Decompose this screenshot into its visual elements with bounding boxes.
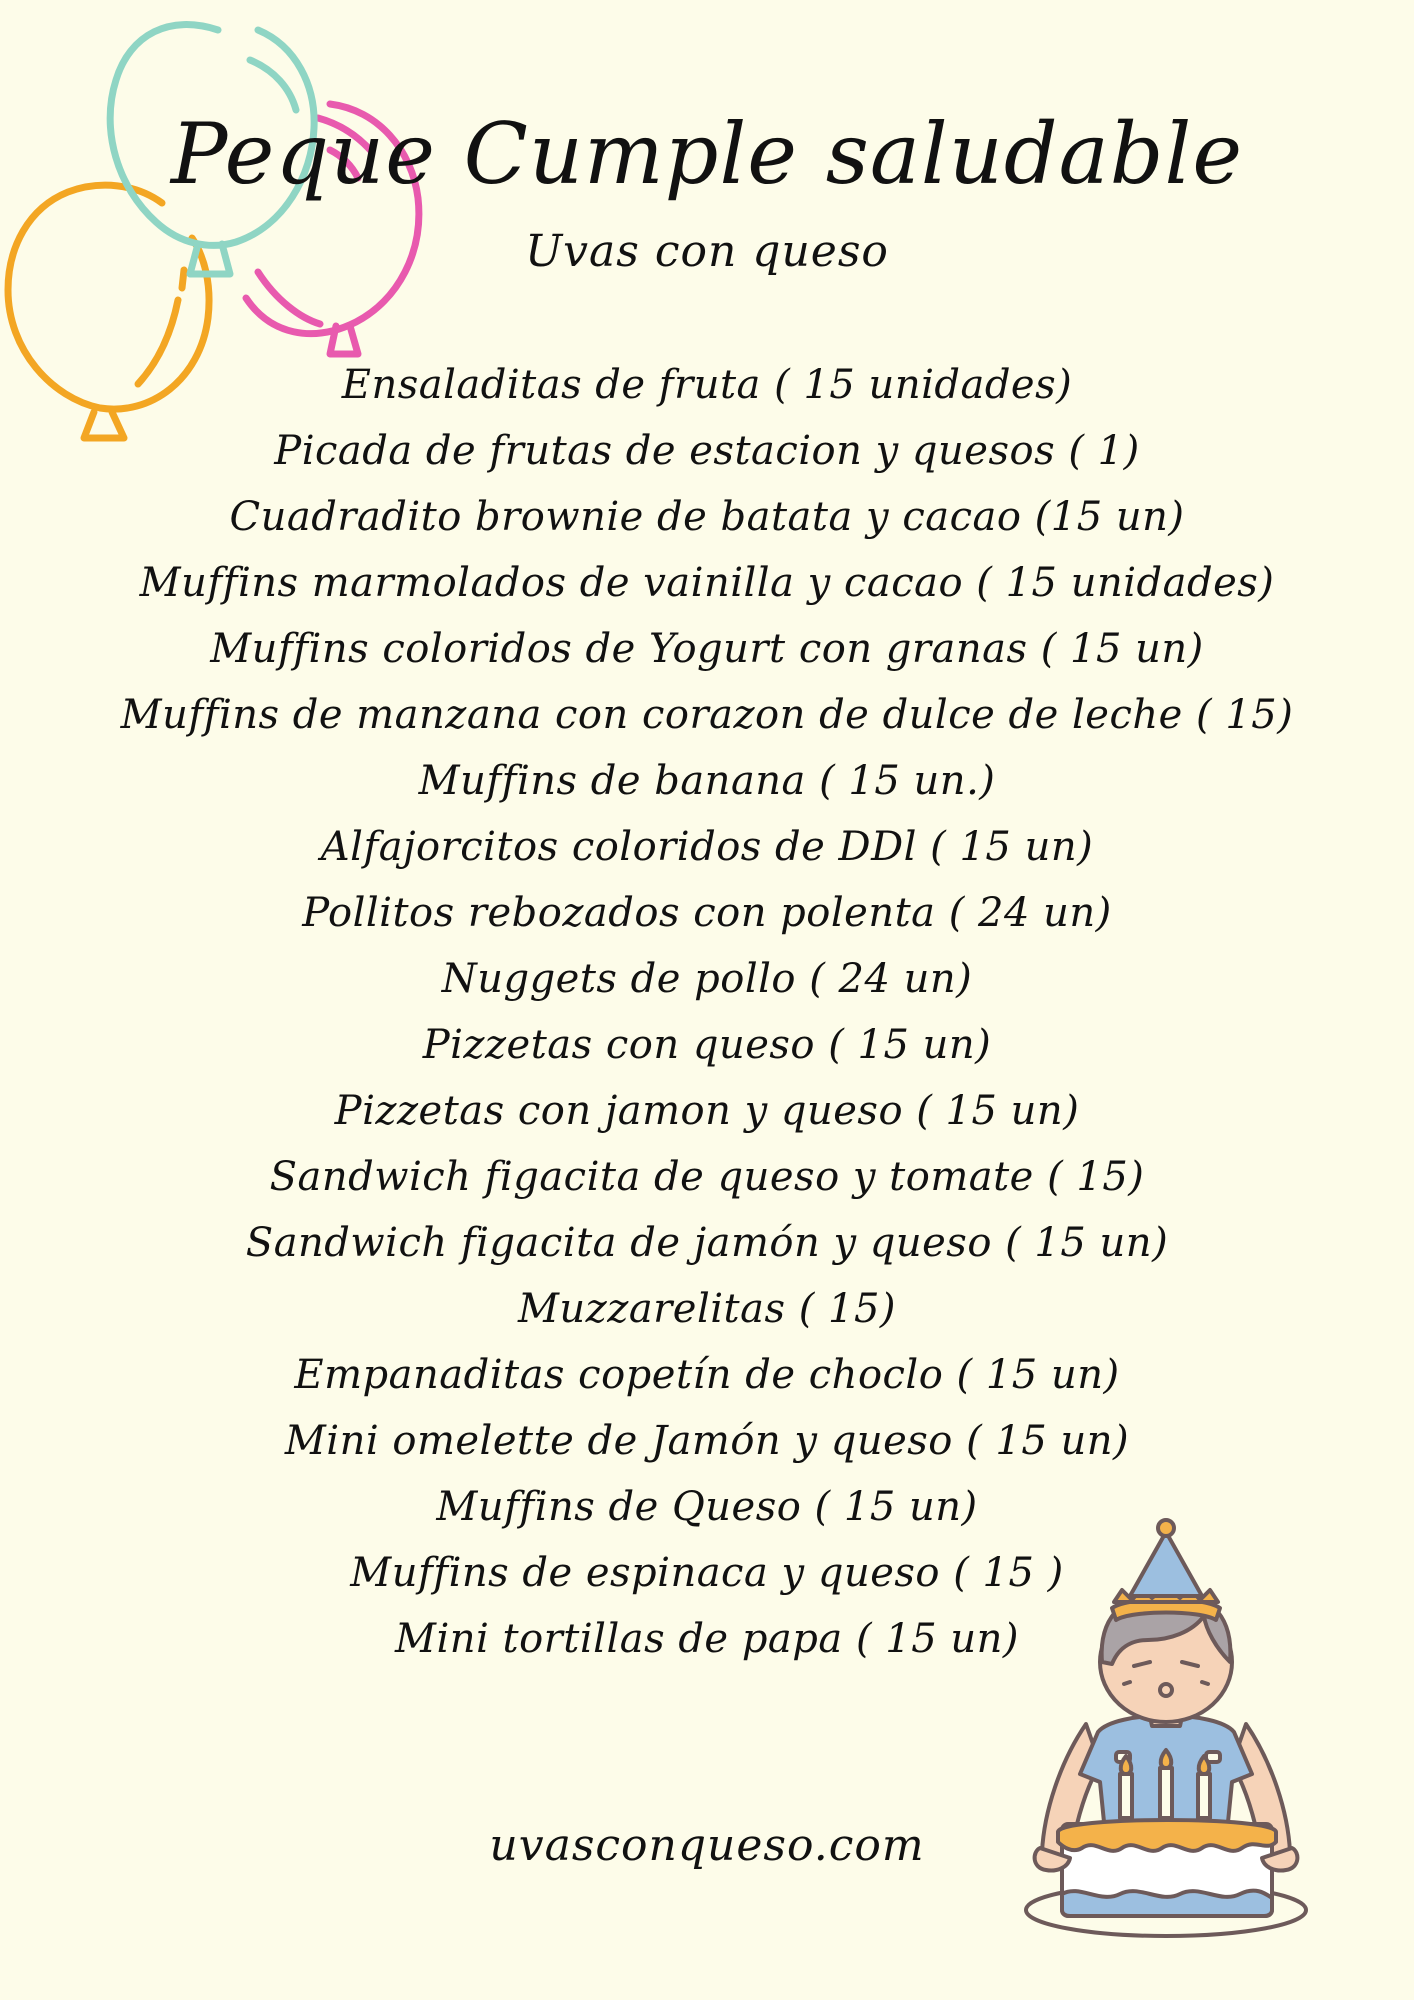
menu-item: Mini omelette de Jamón y queso ( 15 un): [284, 1418, 1130, 1464]
page-title: Peque Cumple saludable: [170, 105, 1244, 203]
menu-item: Nuggets de pollo ( 24 un): [441, 956, 973, 1002]
menu-item: Muzzarelitas ( 15): [517, 1286, 897, 1332]
menu-item: Pollitos rebozados con polenta ( 24 un): [302, 890, 1112, 936]
menu-item: Pizzetas con jamon y queso ( 15 un): [334, 1088, 1080, 1134]
menu-item: Picada de frutas de estacion y quesos ( 1): [274, 428, 1140, 474]
menu-item: Muffins marmolados de vainilla y cacao ( 15 unidades): [139, 560, 1275, 606]
page-subtitle: Uvas con queso: [525, 226, 889, 277]
menu-item: Ensaladitas de fruta ( 15 unidades): [341, 362, 1073, 408]
menu-item: Pizzetas con queso ( 15 un): [422, 1022, 992, 1068]
menu-item: Muffins de Queso ( 15 un): [436, 1484, 978, 1530]
website-link[interactable]: uvasconqueso.com: [489, 1820, 925, 1871]
menu-item: Cuadradito brownie de batata y cacao (15 un): [229, 494, 1185, 540]
menu-item: Empanaditas copetín de choclo ( 15 un): [294, 1352, 1120, 1398]
menu-item: Alfajorcitos coloridos de DDl ( 15 un): [320, 824, 1094, 870]
menu-item: Mini tortillas de papa ( 15 un): [394, 1616, 1019, 1662]
menu-item: Muffins de espinaca y queso ( 15 ): [350, 1550, 1064, 1596]
menu-item: Sandwich figacita de queso y tomate ( 15): [269, 1154, 1145, 1200]
birthday-kid-with-cake-icon: [1020, 1512, 1320, 1944]
menu-item: Muffins coloridos de Yogurt con granas ( 15 un): [210, 626, 1204, 672]
menu-item: Muffins de manzana con corazon de dulce de leche ( 15): [120, 692, 1294, 738]
menu-item: Muffins de banana ( 15 un.): [418, 758, 996, 804]
menu-list: [0, 352, 1414, 1672]
menu-item: Sandwich figacita de jamón y queso ( 15 un): [245, 1220, 1169, 1266]
